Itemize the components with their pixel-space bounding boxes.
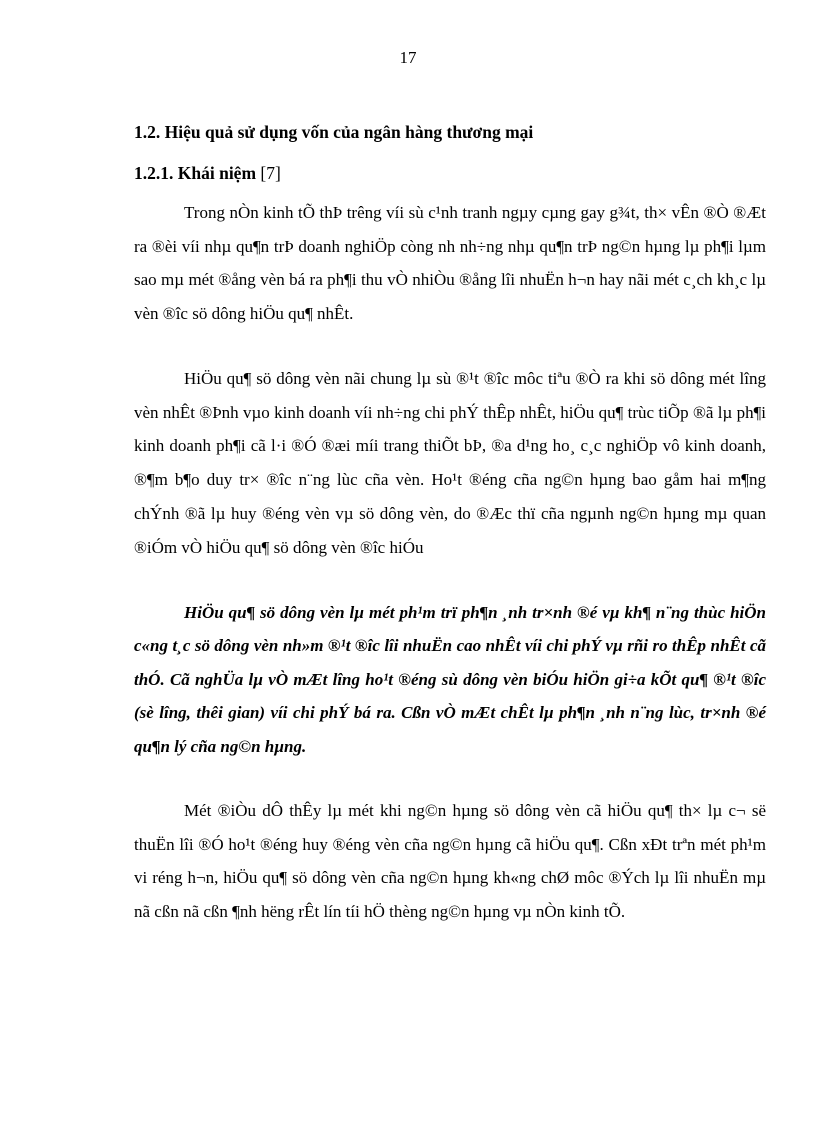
section-heading: 1.2. Hiệu quả sử dụng vốn của ngân hàng thương mại (134, 122, 534, 142)
page-number: 17 (399, 48, 417, 67)
paragraph-1: Trong nÒn kinh tÕ thÞ trêng víi sù c¹nh tranh ngµy cµng gay g¾t, th× vÊn ®Ò ®Æt ra ®èi víi nhµ qu¶n trÞ doanh nghiÖp còng nh nh÷ng nhµ qu¶n trÞ ng©n hµng lµ ph¶i lµm sao mµ mét ®ång vèn bá ra ph¶i thu vÒ nhiÒu ®ång lîi nhuËn h¬n hay nãi mét c¸ch kh¸c lµ vèn ®îc sö dông hiÖu qu¶ nhÊt. (134, 203, 766, 324)
subsection-heading-label: 1.2.1. Khái niệm (134, 163, 257, 183)
paragraph-4: Mét ®iÒu dÔ thÊy lµ mét khi ng©n hµng sö dông vèn cã hiÖu qu¶ th× lµ c¬ së thuËn lîi ®Ó ho¹t ®éng huy ®éng vèn cña ng©n hµng cã hiÖu qu¶. Cßn xÐt trªn mét ph¹m vi réng h¬n, hiÖu qu¶ sö dông vèn cña ng©n hµng kh«ng chØ môc ®Ých lµ lîi nhuËn mµ nã cßn nã cßn ¶nh hëng rÊt lín tíi hÖ thèng ng©n hµng vµ nÒn kinh tÕ. (134, 801, 766, 922)
paragraph-2: HiÖu qu¶ sö dông vèn nãi chung lµ sù ®¹t ®îc môc tiªu ®Ò ra khi sö dông mét lîng vèn nhÊt ®Þnh vµo kinh doanh víi nh÷ng chi phÝ thÊp nhÊt, hiÖu qu¶ trùc tiÕp ®ã lµ ph¶i kinh doanh ph¶i cã l·i ®Ó ®æi míi trang thiÕt bÞ, ®a d¹ng ho¸ c¸c nghiÖp vô kinh doanh, ®¶m b¶o duy tr× ®îc n¨ng lùc cña vèn. Ho¹t ®éng cña ng©n hµng bao gåm hai m¶ng chÝnh ®ã lµ huy ®éng vèn vµ sö dông vèn, do ®Æc thï cña ngµnh ng©n hµng mµ quan ®iÓm vÒ hiÖu qu¶ sö dông vèn ®îc hiÓu (134, 369, 766, 557)
definition-paragraph: HiÖu qu¶ sö dông vèn lµ mét ph¹m trï ph¶n ¸nh tr×nh ®é vµ kh¶ n¨ng thùc hiÖn c«ng t¸c sö dông vèn nh»m ®¹t ®îc lîi nhuËn cao nhÊt víi chi phÝ vµ rñi ro thÊp nhÊt cã thÓ. Cã nghÜa lµ vÒ mÆt lîng ho¹t ®éng sù dông vèn biÓu hiÖn gi÷a kÕt qu¶ ®¹t ®îc (sè lîng, thêi gian) víi chi phÝ bá ra. Cßn vÒ mÆt chÊt lµ ph¶n ¸nh n¨ng lùc, tr×nh ®é qu¶n lý cña ng©n hµng. (134, 603, 766, 756)
citation-reference: [7] (260, 163, 281, 183)
subsection-heading (134, 163, 281, 184)
